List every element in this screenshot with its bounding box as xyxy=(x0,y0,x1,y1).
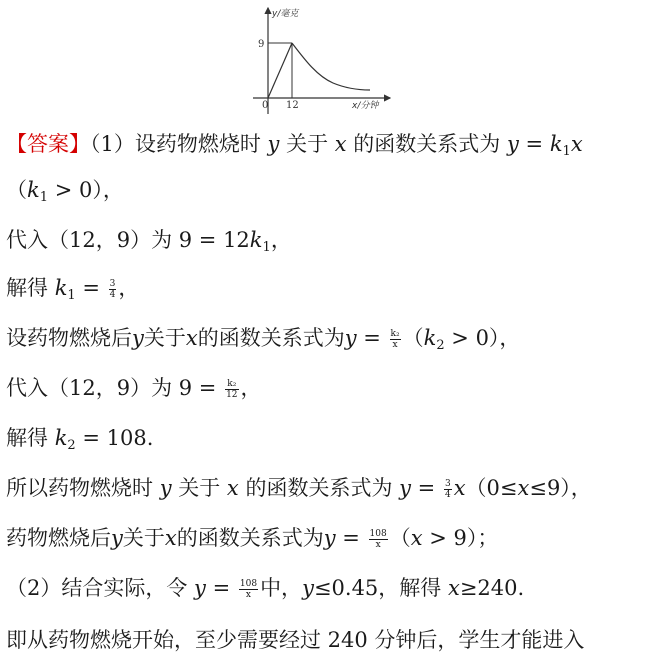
text: ， xyxy=(118,276,140,300)
text: ， xyxy=(240,376,262,400)
text: = xyxy=(335,526,367,550)
text: > 0）， xyxy=(48,178,124,202)
fraction xyxy=(369,529,388,550)
text-line-10 xyxy=(6,578,524,600)
text: 设药物燃烧后 xyxy=(6,326,132,350)
var: k xyxy=(27,178,40,202)
var: k xyxy=(423,326,437,350)
var: k xyxy=(549,132,563,156)
var: x xyxy=(334,132,347,156)
subscript: 1 xyxy=(39,190,49,205)
var: y xyxy=(194,576,206,600)
text-line-1 xyxy=(6,134,583,158)
text: = xyxy=(518,132,550,156)
subscript: 1 xyxy=(67,288,76,303)
text: > 9）； xyxy=(422,526,499,550)
text: （ xyxy=(389,526,411,550)
text: （0≤ xyxy=(465,476,518,500)
text-line-6 xyxy=(6,378,262,400)
text: （1）设药物燃烧时 xyxy=(90,132,268,156)
y-axis-label: y/毫克 xyxy=(272,9,299,19)
text: = xyxy=(356,326,388,350)
text: （ xyxy=(6,178,27,202)
text: 中， xyxy=(260,576,303,600)
var: y xyxy=(159,476,172,500)
var: x xyxy=(570,132,583,156)
text-line-2 xyxy=(6,180,124,204)
denominator: x xyxy=(375,540,381,550)
text-line-5 xyxy=(6,328,520,352)
text: = xyxy=(75,276,107,300)
fraction xyxy=(225,379,238,400)
text: 代入（12，9）为 9 = xyxy=(6,376,224,400)
subscript: 2 xyxy=(67,438,76,453)
text: 的函数关系式为 xyxy=(346,132,507,156)
text: = xyxy=(411,476,442,500)
text: = xyxy=(205,576,237,600)
text: ≥240. xyxy=(459,576,525,600)
text: = 108. xyxy=(75,426,154,450)
numerator: k₂ xyxy=(225,379,238,390)
denominator: 4 xyxy=(444,490,451,500)
text: 解得 xyxy=(6,276,55,300)
var: x xyxy=(164,526,177,550)
var: y xyxy=(323,526,336,550)
origin-label: 0 xyxy=(262,100,269,111)
fraction xyxy=(239,579,258,600)
text: 的函数关系式为 xyxy=(238,476,400,500)
var: x xyxy=(517,476,530,500)
numerator: 3 xyxy=(109,279,116,289)
var: y xyxy=(506,132,519,156)
denominator: x xyxy=(245,590,251,600)
numerator: k₂ xyxy=(390,329,400,339)
text: 即从药物燃烧开始，至少需要经过 240 分钟后，学生才能进入 xyxy=(6,628,585,652)
var: y xyxy=(344,326,357,350)
linear-segment xyxy=(268,43,292,98)
text-line-8 xyxy=(6,478,592,500)
var: y xyxy=(267,132,280,156)
var: y xyxy=(111,526,123,550)
var: x xyxy=(185,326,198,350)
text: 关于 xyxy=(279,132,335,156)
text: 解得 xyxy=(6,426,55,450)
fraction xyxy=(109,279,117,300)
text: 的函数关系式为 xyxy=(176,526,324,550)
numerator: 3 xyxy=(444,479,451,489)
x-axis-label: x/分钟 xyxy=(352,101,379,111)
text: ≤0.45，解得 xyxy=(313,576,448,600)
answer-label: 【答案】 xyxy=(6,132,90,156)
var: k xyxy=(249,228,263,252)
text: > 0）， xyxy=(444,326,521,350)
text: 关于 xyxy=(171,476,227,500)
subscript: 1 xyxy=(562,144,571,159)
denominator: 4 xyxy=(109,290,116,300)
y-tick-label: 9 xyxy=(258,39,265,50)
text: 关于 xyxy=(122,526,165,550)
text-line-11 xyxy=(6,630,584,651)
text-line-3 xyxy=(6,230,292,254)
numerator: 108 xyxy=(239,579,258,589)
var: k xyxy=(54,276,68,300)
subscript: 2 xyxy=(436,338,445,353)
text: 关于 xyxy=(143,326,186,350)
text-line-7 xyxy=(6,428,153,452)
numerator: 108 xyxy=(369,529,387,539)
text-line-9 xyxy=(6,528,498,550)
var: k xyxy=(54,426,68,450)
text: ≤9）， xyxy=(529,476,592,500)
var: y xyxy=(302,576,314,600)
text-line-4 xyxy=(6,278,139,302)
text: 代入（12，9）为 9 = 12 xyxy=(6,228,250,252)
decay-curve xyxy=(292,43,370,90)
var: x xyxy=(447,576,460,600)
fraction xyxy=(390,329,401,350)
text: ， xyxy=(270,228,292,252)
text: （2）结合实际，令 xyxy=(6,576,195,600)
var: y xyxy=(132,326,144,350)
subscript: 1 xyxy=(262,240,271,255)
text: 的函数关系式为 xyxy=(197,326,345,350)
var: y xyxy=(399,476,411,500)
text: 所以药物燃烧时 xyxy=(6,476,160,500)
var: x xyxy=(453,476,466,500)
var: x xyxy=(226,476,239,500)
function-graph xyxy=(245,2,395,118)
fraction xyxy=(444,479,452,500)
denominator: 12 xyxy=(226,390,238,400)
text: （ xyxy=(402,326,424,350)
text: 药物燃烧后 xyxy=(6,526,111,550)
var: x xyxy=(410,526,423,550)
x-tick-label: 12 xyxy=(286,100,299,111)
denominator: x xyxy=(392,340,398,350)
